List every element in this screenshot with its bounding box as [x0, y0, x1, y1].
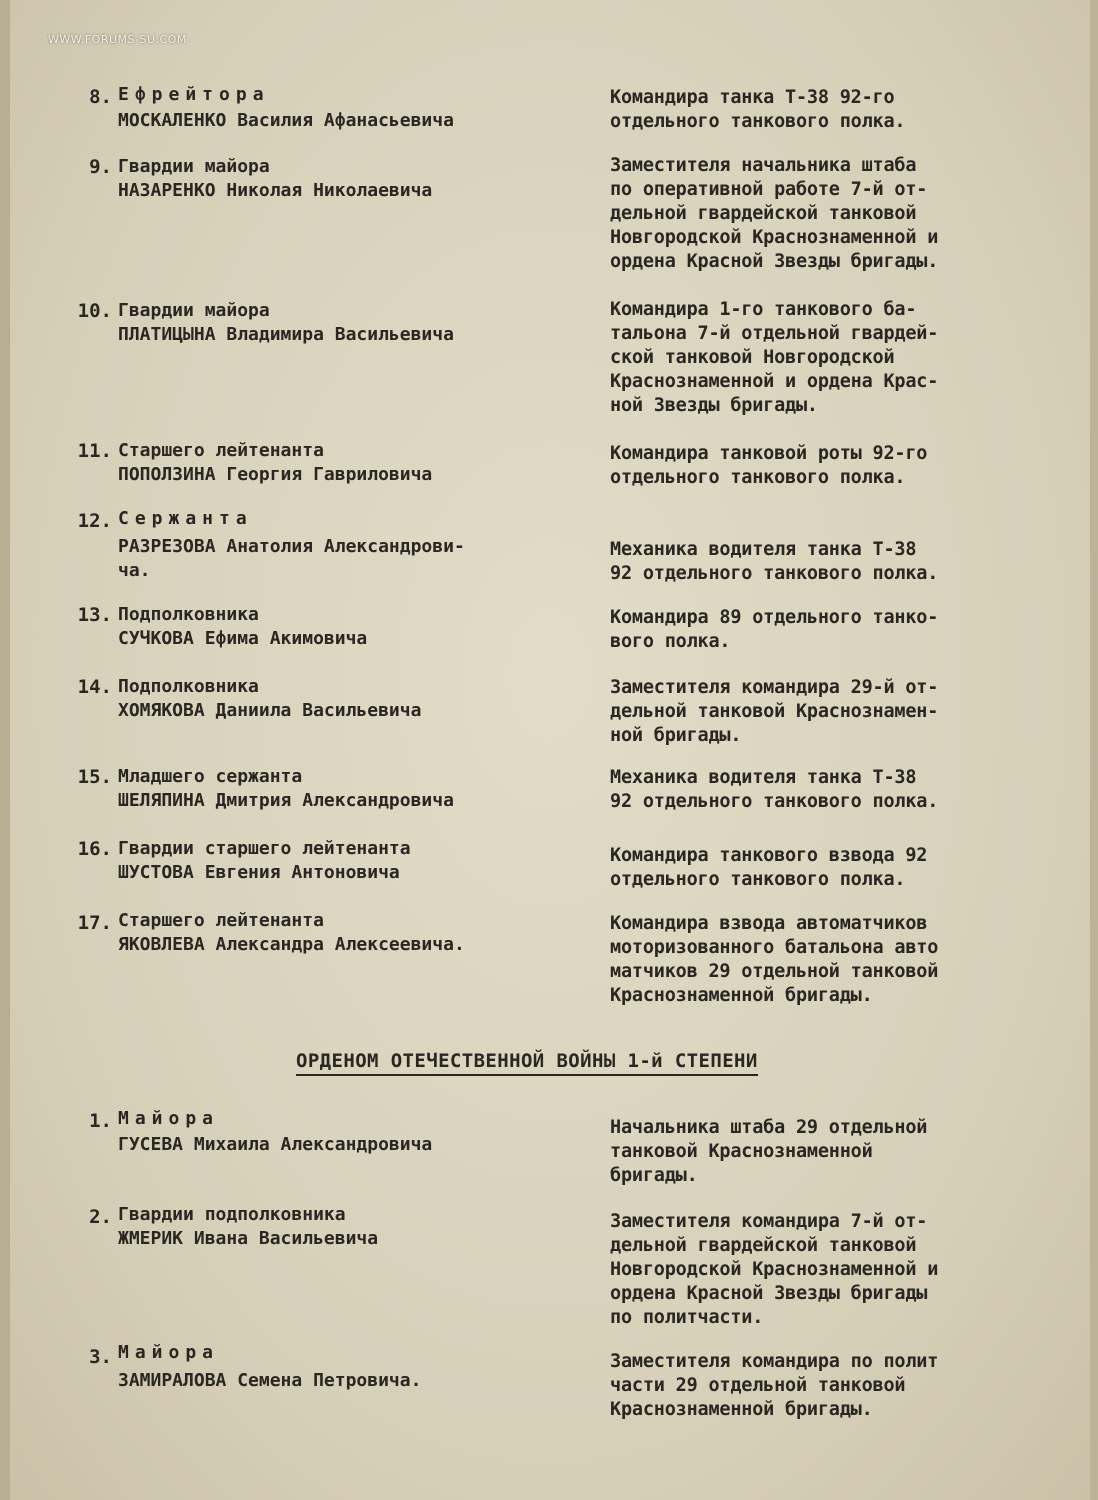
entry-rank: Гвардии старшего лейтенанта [118, 838, 411, 859]
entry-position: Командира танкового взвода 92 отдельного танкового полка. [610, 845, 928, 890]
entry-rank: Гвардии подполковника [118, 1204, 346, 1225]
entry-number: 12. [77, 510, 112, 532]
entry-number: 8. [89, 86, 112, 108]
entry-number: 17. [77, 912, 112, 934]
entry-number: 9. [89, 156, 112, 178]
entry-rank: Гвардии майора [118, 300, 270, 321]
entry-number: 16. [77, 838, 112, 860]
entry-rank: Старшего лейтенанта [118, 440, 324, 461]
entry-name: ШЕЛЯПИНА Дмитрия Александровича [118, 790, 454, 811]
entry-name-continued: ча. [118, 560, 151, 581]
entry-number: 13. [77, 604, 112, 626]
entry-rank: Младшего сержанта [118, 766, 303, 787]
entry-rank: Майора [118, 1108, 220, 1129]
entry-number: 10. [77, 300, 112, 322]
entry-number: 11. [77, 440, 112, 462]
entry-position: Заместителя командира 29-й от- дельной танковой Краснознамен- ной бригады. [610, 677, 939, 746]
entry-position: Командира взвода автоматчиков моторизованного батальона авто матчиков 29 отдельной танковой Краснознаменной бригады. [610, 913, 939, 1006]
entry-position: Механика водителя танка Т-38 92 отдельного танкового полка. [610, 539, 939, 584]
entry-position: Командира танковой роты 92-го отдельного танкового полка. [610, 443, 928, 488]
entry-rank: Ефрейтора [118, 84, 270, 105]
section-heading: ОРДЕНОМ ОТЕЧЕСТВЕННОЙ ВОЙНЫ 1-й СТЕПЕНИ [296, 1050, 758, 1076]
entry-name: ГУСЕВА Михаила Александровича [118, 1134, 433, 1155]
entry-number: 3. [89, 1346, 112, 1368]
entry-position: Заместителя командира 7-й от- дельной гвардейской танковой Новгородской Краснознаменной и ордена Красной Звезды бригады по политчасти. [610, 1211, 939, 1328]
entry-number: 2. [89, 1206, 112, 1228]
entry-name: НАЗАРЕНКО Николая Николаевича [118, 180, 433, 201]
entry-rank: Майора [118, 1342, 220, 1363]
entry-rank: Гвардии майора [118, 156, 270, 177]
entry-name: ЯКОВЛЕВА Александра Алексеевича. [118, 934, 465, 955]
entry-position: Механика водителя танка Т-38 92 отдельного танкового полка. [610, 767, 939, 812]
entry-number: 14. [77, 676, 112, 698]
entry-position: Командира 1-го танкового ба- тальона 7-й отдельной гвардей- ской танковой Новгородской Краснознаменной и ордена Крас- ной Звезды бригады. [610, 299, 939, 416]
entry-position: Заместителя командира по полит части 29 отдельной танковой Краснознаменной бригады. [610, 1351, 939, 1420]
entry-name: ЖМЕРИК Ивана Васильевича [118, 1228, 379, 1249]
entry-rank: Старшего лейтенанта [118, 910, 324, 931]
entry-name: ПЛАТИЦЫНА Владимира Васильевича [118, 324, 454, 345]
entry-position: Командира 89 отдельного танко- вого полка. [610, 607, 939, 652]
entry-number: 1. [89, 1110, 112, 1132]
entry-name: СУЧКОВА Ефима Акимовича [118, 628, 368, 649]
entry-name: ХОМЯКОВА Даниила Васильевича [118, 700, 422, 721]
entry-name: МОСКАЛЕНКО Василия Афанасьевича [118, 110, 454, 131]
entry-position: Начальника штаба 29 отдельной танковой Краснознаменной бригады. [610, 1117, 928, 1186]
entry-rank: Подполковника [118, 604, 259, 625]
watermark: WWW.FORUMS-SU.COM [48, 33, 187, 46]
entry-rank: Сержанта [118, 508, 253, 529]
entry-position: Командира танка Т-38 92-го отдельного танкового полка. [610, 87, 906, 132]
entry-position: Заместителя начальника штаба по оперативной работе 7-й от- дельной гвардейской танковой Новгородской Краснознаменной и ордена Красной Звезды бригады. [610, 155, 939, 272]
entry-name: ПОПОЛЗИНА Георгия Гавриловича [118, 464, 433, 485]
entry-name: ЗАМИРАЛОВА Семена Петровича. [118, 1370, 422, 1391]
entry-name: ШУСТОВА Евгения Антоновича [118, 862, 400, 883]
entry-name: РАЗРЕЗОВА Анатолия Александрови- [118, 536, 465, 557]
entry-number: 15. [77, 766, 112, 788]
entry-rank: Подполковника [118, 676, 259, 697]
